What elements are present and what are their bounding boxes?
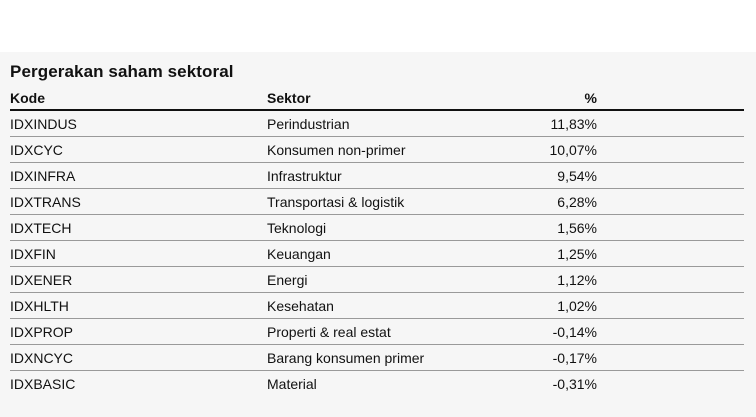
cell-sektor: Energi xyxy=(267,272,308,288)
cell-percent: 6,28% xyxy=(557,194,597,210)
table-title: Pergerakan saham sektoral xyxy=(10,62,234,81)
cell-sektor: Material xyxy=(267,376,317,392)
cell-sektor: Keuangan xyxy=(267,246,331,262)
cell-kode: IDXNCYC xyxy=(10,350,74,366)
table-row xyxy=(10,163,744,189)
cell-sektor: Perindustrian xyxy=(267,116,350,132)
cell-percent: -0,31% xyxy=(552,376,597,392)
cell-kode: IDXINFRA xyxy=(10,168,76,184)
cell-sektor: Infrastruktur xyxy=(267,168,342,184)
cell-sektor: Transportasi & logistik xyxy=(267,194,405,210)
cell-percent: 1,25% xyxy=(557,246,597,262)
table-header-row xyxy=(10,86,744,111)
header-kode: Kode xyxy=(10,90,45,106)
table-row xyxy=(10,319,744,345)
cell-sektor: Properti & real estat xyxy=(267,324,391,340)
cell-kode: IDXTECH xyxy=(10,220,72,236)
table-row xyxy=(10,293,744,319)
table-row xyxy=(10,111,744,137)
cell-percent: 1,12% xyxy=(557,272,597,288)
cell-sektor: Teknologi xyxy=(267,220,327,236)
sector-table-panel xyxy=(0,52,756,417)
cell-kode: IDXCYC xyxy=(10,142,63,158)
cell-percent: -0,14% xyxy=(552,324,597,340)
header-percent: % xyxy=(584,90,597,106)
cell-kode: IDXHLTH xyxy=(10,298,69,314)
cell-kode: IDXTRANS xyxy=(10,194,81,210)
table-row xyxy=(10,371,744,397)
cell-sektor: Kesehatan xyxy=(267,298,334,314)
cell-percent: 1,56% xyxy=(557,220,597,236)
cell-sektor: Konsumen non-primer xyxy=(267,142,406,158)
table-row xyxy=(10,189,744,215)
cell-kode: IDXFIN xyxy=(10,246,56,262)
header-sektor: Sektor xyxy=(267,90,311,106)
cell-kode: IDXBASIC xyxy=(10,376,76,392)
cell-kode: IDXPROP xyxy=(10,324,74,340)
table-row xyxy=(10,345,744,371)
table-row xyxy=(10,267,744,293)
cell-kode: IDXINDUS xyxy=(10,116,77,132)
cell-percent: -0,17% xyxy=(552,350,597,366)
cell-percent: 10,07% xyxy=(549,142,597,158)
cell-percent: 11,83% xyxy=(550,116,597,132)
cell-sektor: Barang konsumen primer xyxy=(267,350,425,366)
table-row xyxy=(10,137,744,163)
sector-table xyxy=(10,86,744,397)
table-row xyxy=(10,241,744,267)
cell-percent: 9,54% xyxy=(557,168,597,184)
cell-kode: IDXENER xyxy=(10,272,73,288)
cell-percent: 1,02% xyxy=(557,298,597,314)
table-row xyxy=(10,215,744,241)
